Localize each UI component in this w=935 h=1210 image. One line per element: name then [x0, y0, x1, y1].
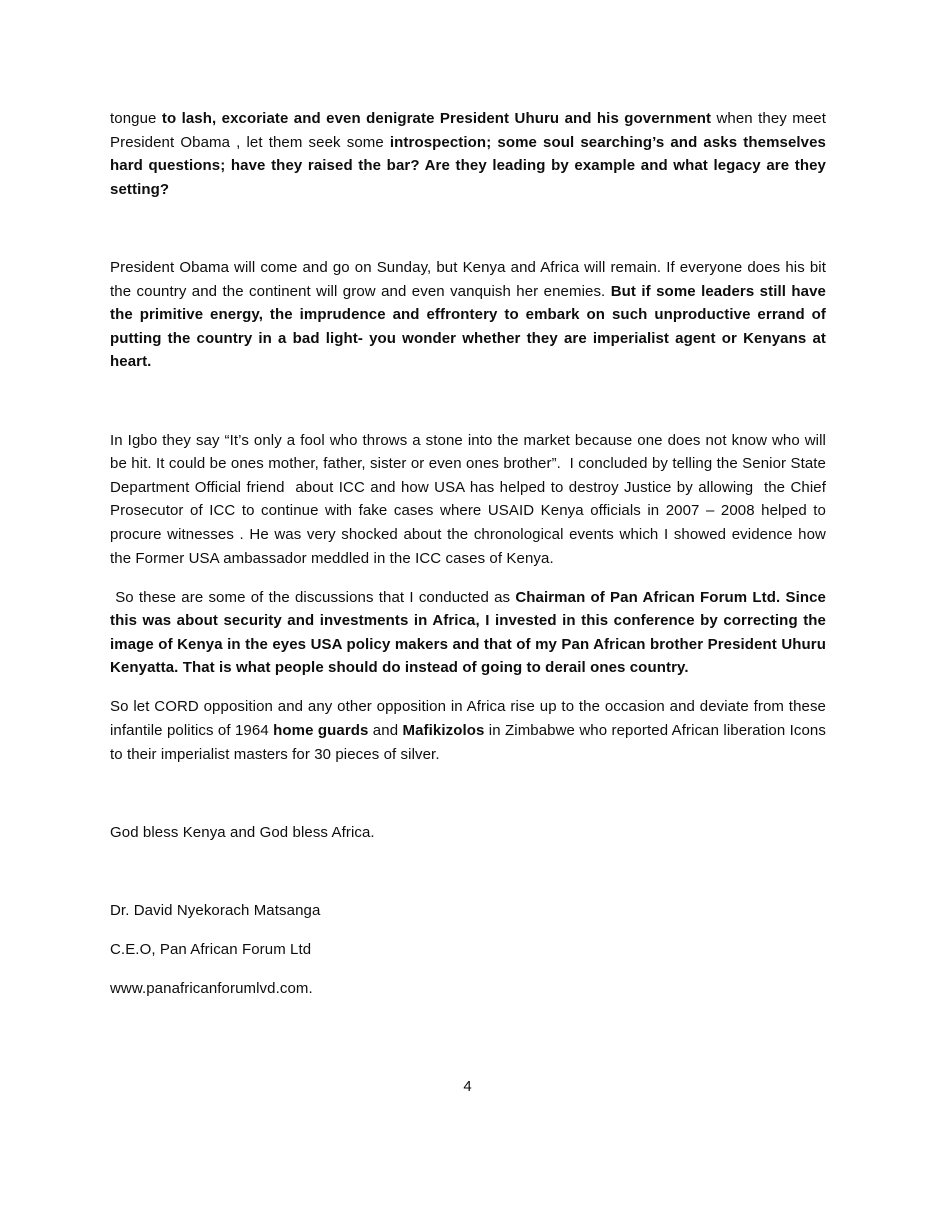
text-run: when they meet President Obama , let them seek some — [110, 110, 831, 151]
signature-website — [110, 977, 826, 1001]
text-run: C.E.O, Pan African Forum Ltd — [110, 941, 312, 959]
text-run: God bless Kenya and God bless Africa. — [110, 823, 375, 841]
closing-blessing — [110, 821, 826, 845]
blank-line — [110, 389, 826, 413]
text-run: So let CORD opposition and any other opposition in Africa rise up to the occasion and deviate from these infantile politics of 1964 — [110, 698, 831, 740]
text-run: www.panafricanforumlvd.com. — [110, 980, 313, 998]
text-run-bold: Chairman of Pan African Forum Ltd. Since this was about security and investments in Africa, I invested in this conference by correcting the image of Kenya in the eyes USA policy makers and that of my Pan African brother President Uhuru Kenyatta. That is what people should do instead of going to derail ones country. — [110, 588, 831, 677]
text-run-bold: to lash, excoriate and even denigrate President Uhuru and his government — [161, 110, 712, 127]
body-paragraph-5 — [110, 695, 831, 766]
blank-line — [110, 217, 826, 241]
text-run: So these are some of the discussions that I conducted as — [110, 588, 516, 606]
text-run-bold: But if some leaders still have the primitive energy, the imprudence and effrontery to embark on such unproductive errand of putting the country in a bad light- you wonder whether they are imperialist agent or Kenyans at heart. — [110, 282, 831, 371]
text-run: and — [368, 722, 403, 740]
text-run-bold: introspection; some soul searching’s and asks themselves hard questions; have they raised the bar? Are they leading by example and what legacy are they setting? — [110, 133, 831, 198]
body-paragraph-1 — [110, 107, 831, 201]
text-run: President Obama will come and go on Sunday, but Kenya and Africa will remain. If everyone does his bit the country and the continent will grow and even vanquish her enemies. — [110, 258, 831, 300]
page-footer — [0, 1075, 935, 1099]
text-run: In Igbo they say “It’s only a fool who throws a stone into the market because one does not know who will be hit. It could be ones mother, father, sister or even ones brother”. I concluded by telling the Senior State Department Official friend about ICC and how USA has helped to destroy Justice by allowing the Chief Prosecutor of ICC to continue with fake cases where USAID Kenya officials in 2007 – 2008 helped to procure witnesses . He was very shocked about the chronological events which I showed evidence how the Former USA ambassador meddled in the ICC cases of Kenya. — [110, 431, 831, 567]
text-run: Dr. David Nyekorach Matsanga — [110, 902, 321, 920]
text-run: tongue — [110, 110, 162, 127]
page-number: 4 — [463, 1078, 472, 1095]
body-paragraph-4 — [110, 586, 831, 680]
text-run-bold: home guards — [273, 722, 369, 740]
body-paragraph-3 — [110, 429, 831, 571]
text-run: in Zimbabwe who reported African liberation Icons to their imperialist masters for 30 pieces of silver. — [110, 722, 831, 763]
document-body — [110, 107, 831, 1016]
blank-line — [110, 782, 826, 806]
signature-title — [110, 938, 826, 962]
blank-line — [110, 860, 826, 884]
text-run-bold: Mafikizolos — [402, 722, 485, 740]
signature-name — [110, 899, 826, 923]
body-paragraph-2 — [110, 256, 831, 374]
